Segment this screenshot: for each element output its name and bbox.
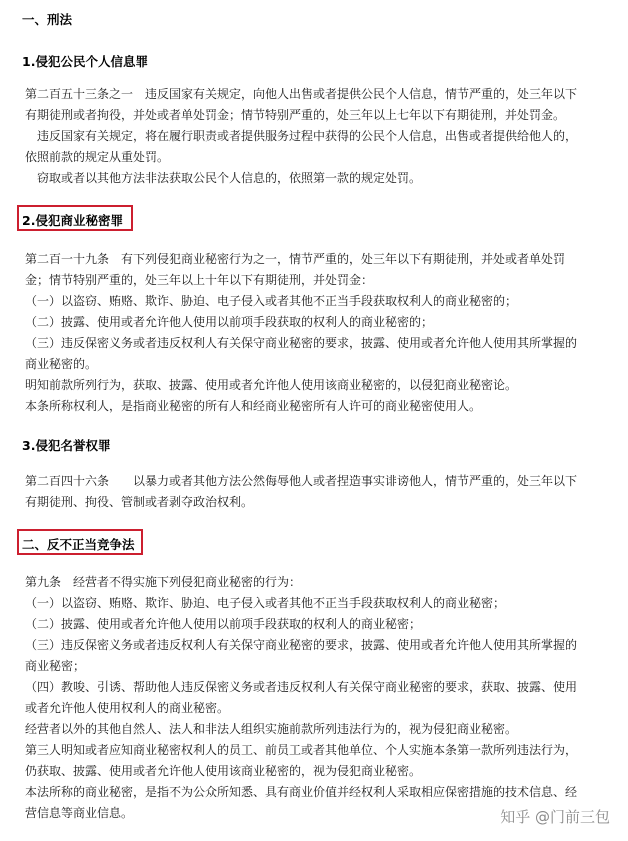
text-line: 本法所称的商业秘密，是指不为公众所知悉、具有商业价值并经权利人采取相应保密措施的技术信息、经: [25, 785, 578, 799]
text-line: 商业秘密；: [25, 659, 86, 673]
text-line: （一）以盗窃、贿赂、欺诈、胁迫、电子侵入或者其他不正当手段获取权利人的商业秘密的；: [25, 294, 518, 308]
crime-title-personal-info: 1.侵犯公民个人信息罪: [22, 54, 148, 69]
crime-title-reputation: 3.侵犯名誉权罪: [22, 438, 111, 453]
text-line: 本条所称权利人，是指商业秘密的所有人和经商业秘密所有人许可的商业秘密使用人。: [25, 399, 482, 413]
text-line: （二）披露、使用或者允许他人使用以前项手段获取的权利人的商业秘密的；: [25, 315, 434, 329]
text-line: 经营者以外的其他自然人、法人和非法人组织实施前款所列违法行为的，视为侵犯商业秘密。: [25, 722, 518, 736]
text-line: 有期徒刑或者拘役，并处或者单处罚金；情节特别严重的，处三年以上七年以下有期徒刑，并处罚金。: [25, 108, 566, 122]
text-line: 依照前款的规定从重处罚。: [25, 150, 170, 164]
crime-title-trade-secrets: 2.侵犯商业秘密罪: [22, 213, 123, 228]
text-line: 违反国家有关规定，将在履行职责或者提供服务过程中获得的公民个人信息，出售或者提供给他人的，: [25, 129, 578, 143]
text-line: 明知前款所列行为，获取、披露、使用或者允许他人使用该商业秘密的，以侵犯商业秘密论。: [25, 378, 518, 392]
watermark: 知乎 @门前三包: [500, 808, 610, 826]
text-line: （一）以盗窃、贿赂、欺诈、胁迫、电子侵入或者其他不正当手段获取权利人的商业秘密；: [25, 596, 506, 610]
text-line: 窃取或者以其他方法非法获取公民个人信息的，依照第一款的规定处罚。: [25, 171, 422, 185]
text-line: 第二百四十六条 以暴力或者其他方法公然侮辱他人或者捏造事实诽谤他人，情节严重的，处三年以下: [25, 474, 578, 488]
text-line: 第三人明知或者应知商业秘密权利人的员工、前员工或者其他单位、个人实施本条第一款所列违法行为，: [25, 743, 578, 757]
text-line: （四）教唆、引诱、帮助他人违反保密义务或者违反权利人有关保守商业秘密的要求，获取、披露、使用: [25, 680, 578, 694]
text-line: 营信息等商业信息。: [25, 806, 134, 820]
text-line: （三）违反保密义务或者违反权利人有关保守商业秘密的要求，披露、使用或者允许他人使用其所掌握的: [25, 638, 578, 652]
text-line: 商业秘密的。: [25, 357, 98, 371]
text-line: 第二百一十九条 有下列侵犯商业秘密行为之一，情节严重的，处三年以下有期徒刑，并处或者单处罚: [25, 252, 566, 266]
section-heading-criminal-law: 一、刑法: [22, 12, 73, 27]
text-line: 仍获取、披露、使用或者允许他人使用该商业秘密的，视为侵犯商业秘密。: [25, 764, 422, 778]
text-line: 第二百五十三条之一 违反国家有关规定，向他人出售或者提供公民个人信息，情节严重的，处三年以下: [25, 87, 578, 101]
text-line: 或者允许他人使用权利人的商业秘密。: [25, 701, 230, 715]
section-heading-unfair-competition: 二、反不正当竞争法: [22, 537, 135, 552]
text-line: 金；情节特别严重的，处三年以上十年以下有期徒刑，并处罚金：: [25, 273, 374, 287]
text-line: （三）违反保密义务或者违反权利人有关保守商业秘密的要求，披露、使用或者允许他人使用其所掌握的: [25, 336, 578, 350]
text-line: （二）披露、使用或者允许他人使用以前项手段获取的权利人的商业秘密；: [25, 617, 422, 631]
text-line: 第九条 经营者不得实施下列侵犯商业秘密的行为：: [25, 575, 302, 589]
text-line: 有期徒刑、拘役、管制或者剥夺政治权利。: [25, 495, 254, 509]
